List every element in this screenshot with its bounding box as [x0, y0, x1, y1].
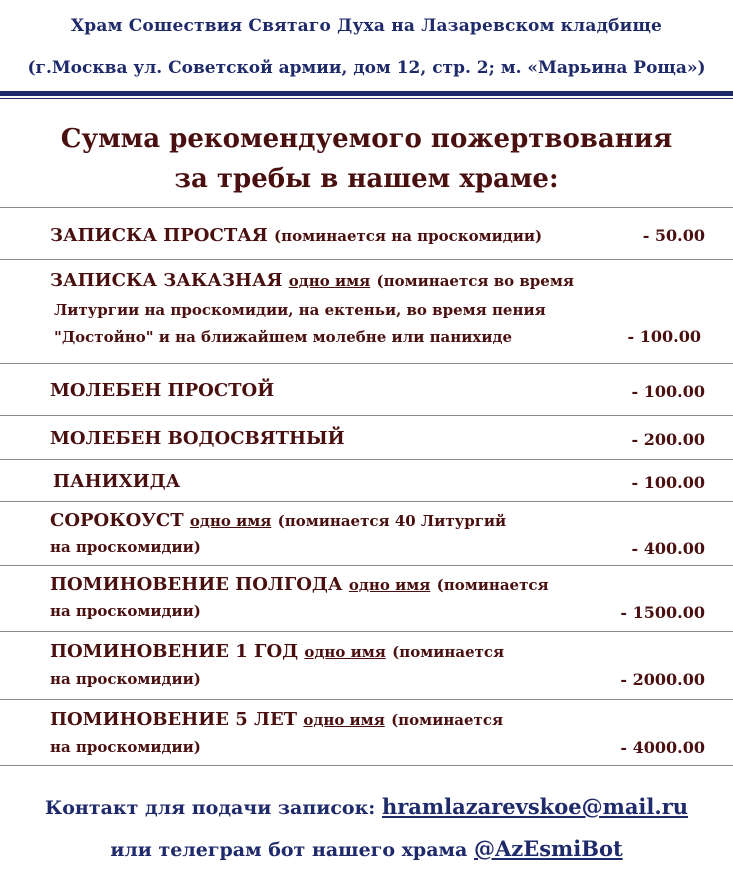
item-name: ПОМИНОВЕНИЕ 5 ЛЕТ: [50, 709, 298, 730]
item-desc-line2: на проскомидии): [50, 670, 201, 688]
item-desc-line2: на проскомидии): [50, 538, 201, 556]
list-item: [0, 259, 733, 364]
contact-line: [0, 794, 733, 819]
item-name: ПОМИНОВЕНИЕ ПОЛГОДА: [50, 574, 343, 595]
item-name: ЗАПИСКА ЗАКАЗНАЯ: [50, 270, 283, 291]
list-item: [0, 631, 733, 700]
list-item: [0, 363, 733, 416]
item-note: одно имя: [304, 643, 386, 661]
item-name: ПАНИХИДА: [53, 471, 181, 492]
item-price: - 4000.00: [620, 738, 705, 757]
church-name: Храм Сошествия Святаго Духа на Лазаревском кладбище: [70, 16, 663, 36]
item-price: - 1500.00: [620, 603, 705, 622]
item-price: - 100.00: [631, 382, 705, 401]
item-name: ПОМИНОВЕНИЕ 1 ГОД: [50, 641, 299, 662]
list-item: [0, 565, 733, 632]
bot-line: [0, 836, 733, 861]
table-bottom-divider: [0, 765, 733, 766]
item-price: - 100.00: [627, 327, 701, 346]
item-note: одно имя: [189, 512, 272, 530]
item-name: МОЛЕБЕН ПРОСТОЙ: [50, 380, 275, 401]
item-price: - 400.00: [631, 539, 705, 558]
item-desc-line2: Литургии на проскомидии, на ектеньи, во время пения: [54, 301, 546, 319]
list-item: [0, 501, 733, 566]
item-desc: (поминается: [436, 576, 549, 594]
item-price: - 50.00: [642, 226, 705, 245]
header-divider-thin: [0, 98, 733, 99]
page-title: Сумма рекомендуемого пожертвования: [60, 124, 673, 154]
item-desc: (поминается: [392, 643, 505, 661]
list-item: [0, 459, 733, 502]
item-note: одно имя: [303, 711, 385, 729]
church-address: (г.Москва ул. Советской армии, дом 12, стр. 2; м. «Марьина Роща»): [27, 58, 706, 78]
item-desc-line2: на проскомидии): [50, 738, 201, 756]
item-name: МОЛЕБЕН ВОДОСВЯТНЫЙ: [50, 428, 345, 449]
header-divider: [0, 91, 733, 96]
item-note: одно имя: [348, 576, 431, 594]
list-item: [0, 699, 733, 766]
item-note: одно имя: [288, 272, 371, 290]
item-price: - 2000.00: [620, 670, 705, 689]
list-item: [0, 415, 733, 460]
contact-label: Контакт для подачи записок:: [44, 797, 376, 819]
telegram-bot-link[interactable]: @AzEsmiBot: [473, 836, 623, 861]
item-desc: (поминается на проскомидии): [274, 227, 543, 245]
item-desc-line2: на проскомидии): [50, 602, 201, 620]
email-link[interactable]: hramlazarevskoe@mail.ru: [381, 794, 689, 819]
item-name: ЗАПИСКА ПРОСТАЯ: [50, 225, 268, 246]
item-desc: (поминается 40 Литургий: [277, 512, 507, 530]
page-subtitle: за требы в нашем храме:: [174, 164, 559, 194]
item-desc: (поминается во время: [376, 272, 574, 290]
bot-label: или телеграм бот нашего храма: [110, 839, 468, 861]
item-name: СОРОКОУСТ: [50, 510, 184, 531]
list-item: [0, 207, 733, 260]
item-price: - 100.00: [631, 473, 705, 492]
item-desc-line3: "Достойно" и на ближайшем молебне или панихиде: [54, 328, 512, 346]
item-price: - 200.00: [631, 430, 705, 449]
item-desc: (поминается: [391, 711, 504, 729]
